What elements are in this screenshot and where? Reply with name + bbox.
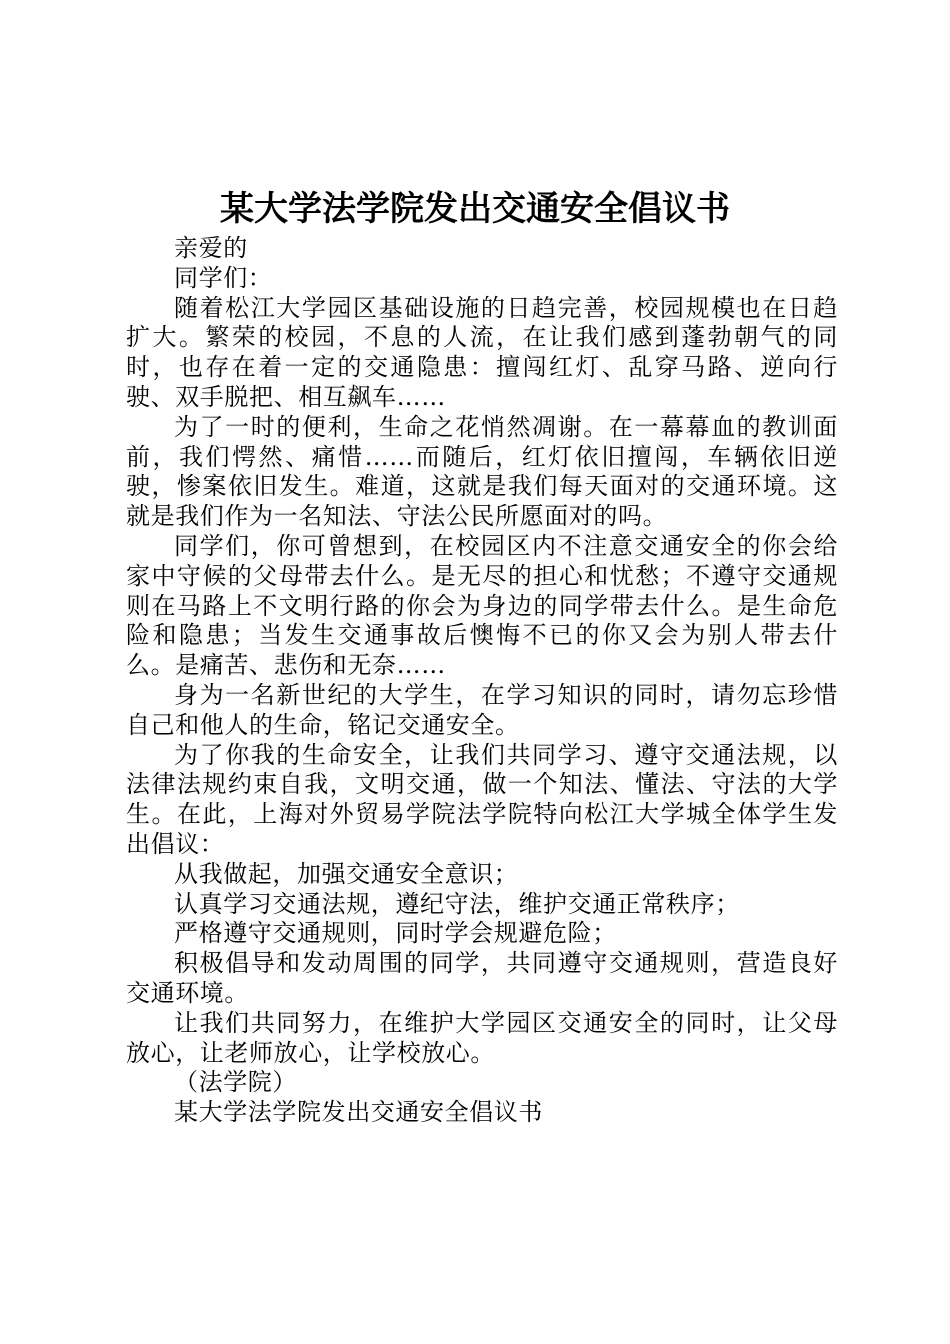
proposal-item: 认真学习交通法规，遵纪守法，维护交通正常秩序； <box>174 889 740 918</box>
closing-title-line: 某大学法学院发出交通安全倡议书 <box>174 1098 543 1127</box>
paragraph: 随着松江大学园区基础设施的日趋完善，校园规模也在日趋扩大。繁荣的校园，不息的人流，在让我们感到蓬勃朝气的同时，也存在着一定的交通隐患：擅闯红灯、乱穿马路、逆向行驶、双手脱把、相互飙车…… <box>126 293 838 411</box>
paragraph: 让我们共同努力，在维护大学园区交通安全的同时，让父母放心，让老师放心，让学校放心。 <box>126 1008 838 1067</box>
proposal-item: 从我做起，加强交通安全意识； <box>174 859 519 888</box>
proposal-item: 积极倡导和发动周围的同学，共同遵守交通规则，营造良好交通环境。 <box>126 949 838 1007</box>
document-title: 某大学法学院发出交通安全倡议书 <box>220 189 730 229</box>
salutation-line-2: 同学们： <box>174 263 273 292</box>
signature-line: （法学院） <box>174 1068 297 1097</box>
paragraph: 同学们，你可曾想到，在校园区内不注意交通安全的你会给家中守候的父母带去什么。是无尽的担心和忧愁；不遵守交通规则在马路上不文明行路的你会为身边的同学带去什么。是生命危险和隐患；当发生交通事故后懊悔不已的你又会为别人带去什么。是痛苦、悲伤和无奈…… <box>126 531 838 680</box>
paragraph: 身为一名新世纪的大学生，在学习知识的同时，请勿忘珍惜自己和他人的生命，铭记交通安全。 <box>126 680 838 739</box>
paragraph: 为了一时的便利，生命之花悄然凋谢。在一幕幕血的教训面前，我们愕然、痛惜……而随后，红灯依旧擅闯，车辆依旧逆驶，惨案依旧发生。难道，这就是我们每天面对的交通环境。这就是我们作为一名知法、守法公民所愿面对的吗。 <box>126 412 838 531</box>
proposal-item: 严格遵守交通规则，同时学会规避危险； <box>174 919 617 948</box>
document-body <box>126 234 838 1128</box>
paragraph: 为了你我的生命安全，让我们共同学习、遵守交通法规，以法律法规约束自我，文明交通，做一个知法、懂法、守法的大学生。在此，上海对外贸易学院法学院特向松江大学城全体学生发出倡议： <box>126 740 838 858</box>
salutation-line-1: 亲爱的 <box>174 234 248 262</box>
